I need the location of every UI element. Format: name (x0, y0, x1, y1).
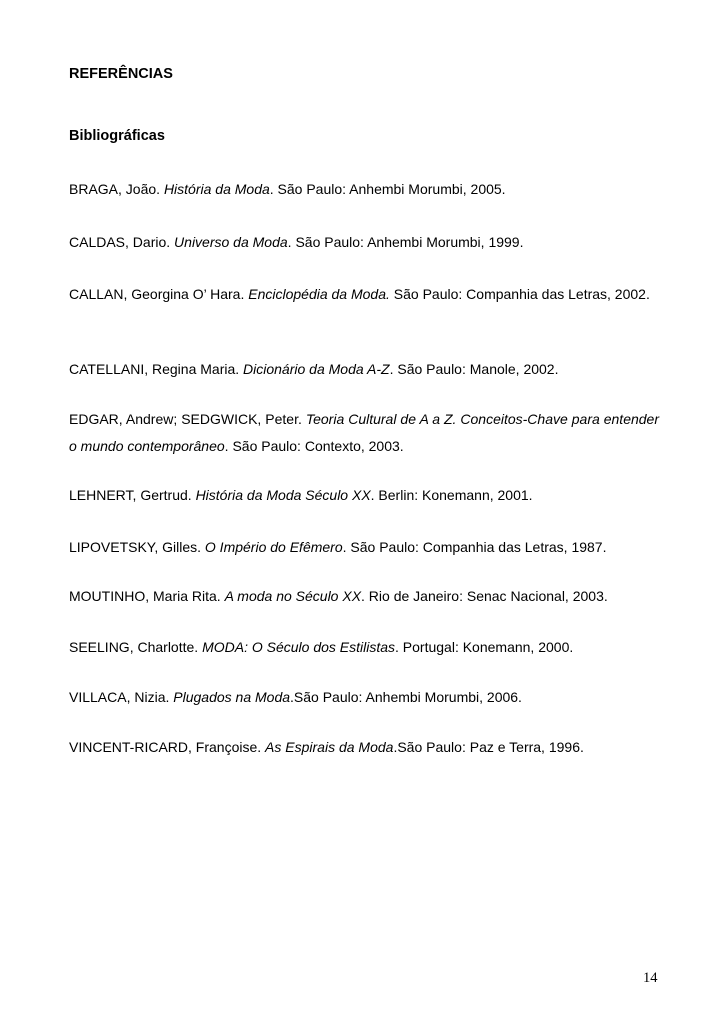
reference-title: História da Moda (163, 181, 270, 197)
reference-entry (69, 229, 659, 256)
reference-publication: . Berlin: Konemann, 2001. (370, 487, 533, 503)
reference-entry (69, 583, 659, 610)
reference-title: Universo da Moda (174, 234, 288, 250)
reference-entry (69, 281, 659, 308)
reference-publication: . Portugal: Konemann, 2000. (395, 639, 574, 655)
reference-publication: . São Paulo: Anhembi Morumbi, 1999. (287, 234, 524, 250)
reference-title: A moda no Século XX (224, 588, 362, 604)
reference-title: Enciclopédia da Moda. (248, 286, 390, 302)
reference-publication: .São Paulo: Paz e Terra, 1996. (393, 739, 584, 755)
reference-entry (69, 356, 659, 383)
reference-publication: .São Paulo: Anhembi Morumbi, 2006. (290, 689, 522, 705)
reference-author: VILLACA, Nizia. (69, 689, 174, 705)
page-number: 14 (643, 970, 658, 986)
reference-title: O Império do Efêmero (204, 539, 343, 555)
reference-publication: . São Paulo: Anhembi Morumbi, 2005. (269, 181, 506, 197)
reference-entry (69, 534, 659, 561)
reference-author: SEELING, Charlotte. (69, 639, 203, 655)
reference-entry (69, 406, 659, 460)
reference-author: EDGAR, Andrew; SEDGWICK, Peter. (69, 411, 306, 427)
page-heading: REFERÊNCIAS (69, 66, 173, 82)
reference-entry (69, 176, 659, 203)
reference-author: MOUTINHO, Maria Rita. (69, 588, 225, 604)
reference-publication: . Rio de Janeiro: Senac Nacional, 2003. (361, 588, 608, 604)
reference-publication: . São Paulo: Manole, 2002. (389, 361, 559, 377)
reference-entry (69, 734, 659, 761)
reference-title: MODA: O Século dos Estilistas (202, 639, 396, 655)
reference-title: História da Moda Século XX (195, 487, 371, 503)
reference-publication: . São Paulo: Contexto, 2003. (224, 438, 404, 454)
reference-title: Dicionário da Moda A-Z (243, 361, 390, 377)
reference-title: Plugados na Moda (173, 689, 291, 705)
reference-entry (69, 684, 659, 711)
reference-author: LIPOVETSKY, Gilles. (69, 539, 205, 555)
reference-publication: . São Paulo: Companhia das Letras, 1987. (342, 539, 607, 555)
reference-publication: São Paulo: Companhia das Letras, 2002. (389, 286, 650, 302)
reference-entry (69, 634, 659, 661)
reference-author: LEHNERT, Gertrud. (69, 487, 196, 503)
reference-title: As Espirais da Moda (265, 739, 394, 755)
reference-author: CALDAS, Dario. (69, 234, 175, 250)
reference-entry (69, 482, 659, 509)
reference-author: BRAGA, João. (69, 181, 164, 197)
reference-author: VINCENT-RICARD, Françoise. (69, 739, 266, 755)
section-heading: Bibliográficas (69, 128, 165, 144)
reference-author: CATELLANI, Regina Maria. (69, 361, 244, 377)
reference-author: CALLAN, Georgina O’ Hara. (69, 286, 249, 302)
reference-title: Teoria Cultural de A a Z. Conceitos-Chave para entender o mundo contemporâneo (69, 411, 659, 454)
